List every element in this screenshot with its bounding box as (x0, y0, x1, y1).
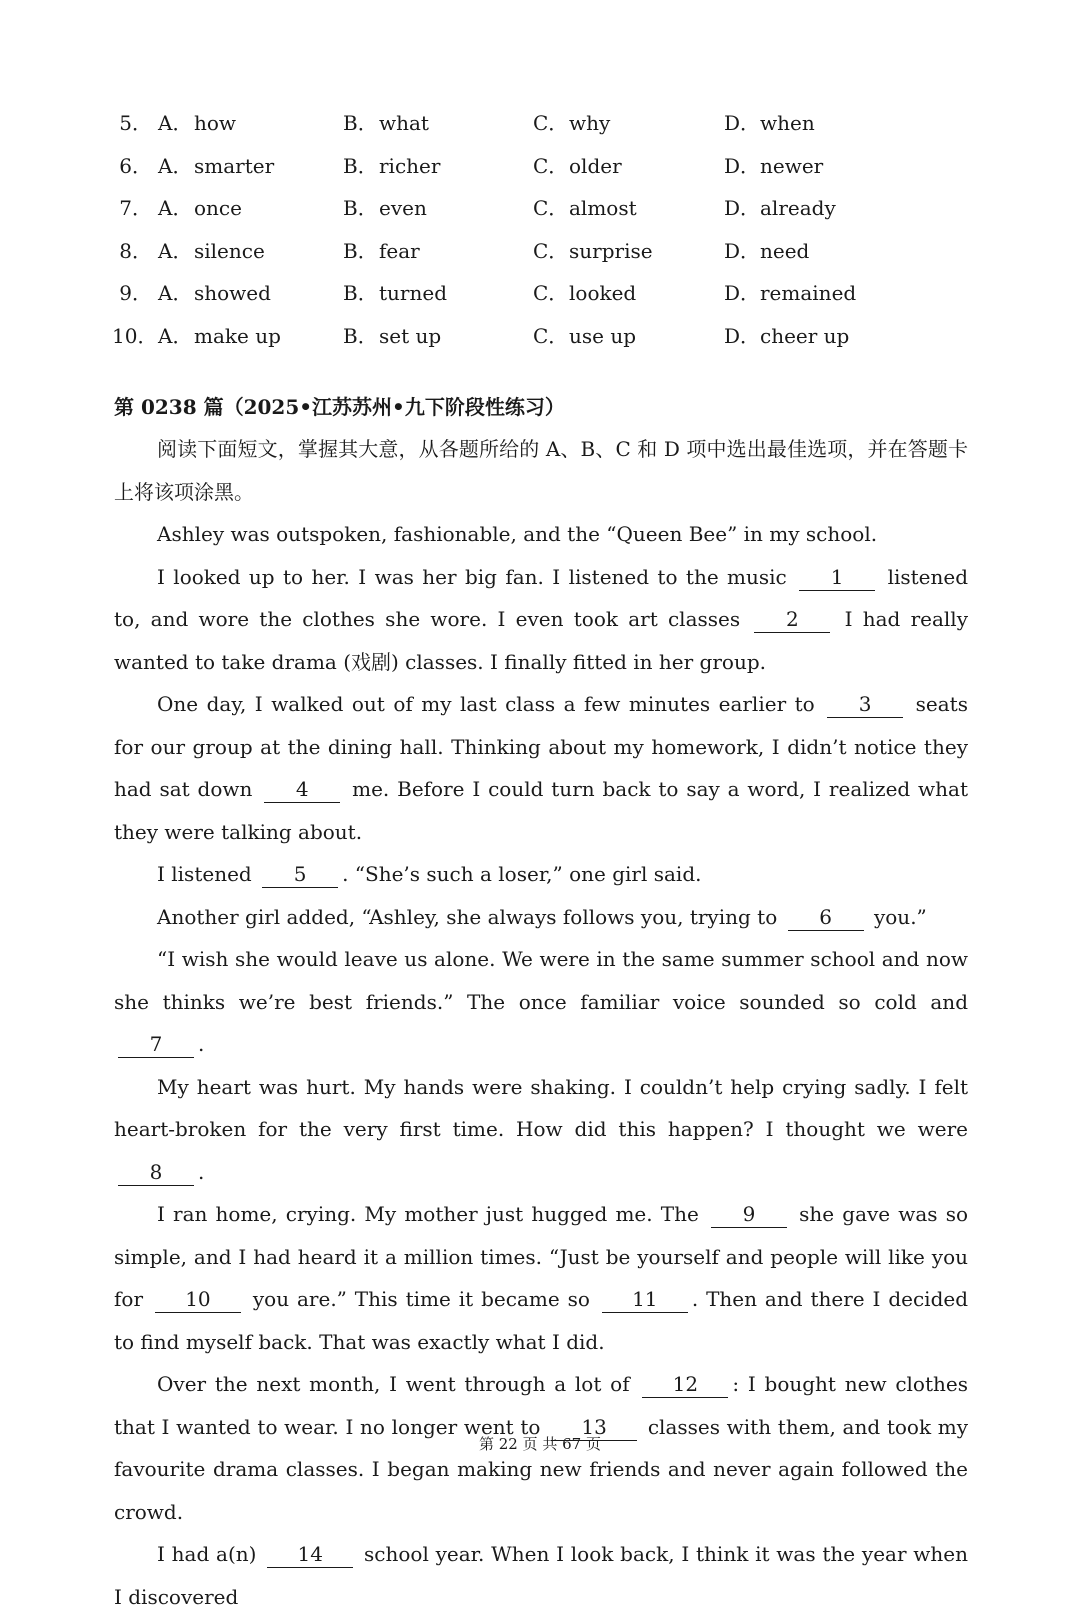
option-label: C． (533, 323, 569, 348)
option-text: what (379, 111, 429, 135)
question-number: 7． (119, 196, 152, 220)
option-row (0, 315, 1080, 358)
option-label: D． (724, 153, 761, 178)
question-number: 5． (119, 111, 152, 135)
option-c (533, 230, 653, 272)
option-label: A． (158, 323, 193, 348)
page-footer: 第 22 页 共 67 页 (478, 1435, 601, 1453)
option-row (0, 272, 1080, 315)
option-text: showed (194, 281, 271, 305)
option-d (724, 145, 823, 187)
passage-paragraph: “I wish she would leave us alone. We were in the same summer school and now she thinks we’re best friends.” The once familiar voice sounded so cold and 7 . (114, 947, 968, 1056)
option-text: turned (379, 281, 447, 305)
option-text: make up (194, 323, 281, 348)
option-row (0, 230, 1080, 273)
passage-paragraph: Another girl added, “Ashley, she always follows you, trying to 6 you.” (157, 904, 927, 929)
passage-paragraph: I looked up to her. I was her big fan. I listened to the music 1 listened to, and wore the clothes she wore. I even took art classes 2 I had really wanted to take drama (戏剧) classes. I finally fitted in her group. (114, 564, 969, 674)
option-text: when (760, 111, 815, 135)
passage-heading: 第 0238 篇（2025•江苏苏州•九下阶段性练习） (114, 395, 565, 419)
option-d (724, 272, 856, 314)
blank-6: 6 (788, 904, 864, 931)
option-row (0, 102, 1080, 145)
option-label: B． (343, 238, 378, 263)
option-b (343, 102, 429, 144)
option-label: A． (158, 153, 193, 178)
answer-options (0, 102, 1080, 357)
blank-8: 8 (118, 1159, 194, 1186)
option-label: D． (724, 238, 761, 263)
passage-paragraph: Ashley was outspoken, fashionable, and the “Queen Bee” in my school. (157, 522, 878, 546)
passage-paragraph: I ran home, crying. My mother just hugged me. The 9 she gave was so simple, and I had heard it a million times. “Just be yourself and people will like you for 10 you are.” This time it became so 11 . Then and there I decided to find myself back. That was exactly what I did. (114, 1202, 969, 1354)
option-c (533, 145, 622, 187)
option-text: why (569, 111, 611, 135)
option-text: smarter (194, 153, 275, 178)
option-a (158, 272, 271, 314)
option-text: richer (379, 153, 441, 178)
option-text: silence (194, 238, 265, 263)
option-label: B． (343, 281, 378, 305)
blank-13: 13 (551, 1414, 637, 1441)
option-label: A． (158, 196, 193, 220)
question-number: 9． (119, 281, 152, 305)
option-label: A． (158, 111, 193, 135)
blank-10: 10 (155, 1286, 241, 1313)
option-text: even (379, 196, 427, 220)
option-label: C． (533, 238, 569, 263)
question-number: 6． (119, 153, 152, 178)
option-a (158, 230, 265, 272)
passage-paragraph: One day, I walked out of my last class a few minutes earlier to 3 seats for our group at the dining hall. Thinking about my homework, I didn’t notice they had sat down 4 me. Before I could turn back to say a word, I realized what they were talking about. (114, 692, 969, 844)
option-d (724, 102, 815, 144)
option-label: D． (724, 196, 761, 220)
option-row (0, 145, 1080, 188)
option-row (0, 187, 1080, 230)
option-label: B． (343, 323, 378, 348)
blank-11: 11 (602, 1286, 688, 1313)
blank-2: 2 (754, 606, 830, 633)
option-b (343, 315, 441, 357)
blank-7: 7 (118, 1031, 194, 1058)
option-label: D． (724, 281, 761, 305)
blank-9: 9 (711, 1201, 787, 1228)
option-b (343, 187, 427, 229)
option-c (533, 315, 636, 357)
option-label: C． (533, 281, 569, 305)
blank-5: 5 (262, 861, 338, 888)
option-text: newer (760, 153, 824, 178)
option-label: C． (533, 111, 569, 135)
blank-12: 12 (642, 1371, 728, 1398)
option-label: A． (158, 281, 193, 305)
option-text: need (760, 238, 810, 263)
option-label: C． (533, 196, 569, 220)
question-number: 8． (119, 238, 152, 263)
option-text: set up (379, 323, 442, 348)
option-d (724, 315, 849, 357)
question-number: 10． (112, 323, 158, 348)
option-b (343, 145, 440, 187)
passage-paragraph: My heart was hurt. My hands were shaking. I couldn’t help crying sadly. I felt heart-broken for the very first time. How did this happen? I thought we were 8 . (114, 1074, 968, 1184)
option-d (724, 230, 809, 272)
option-label: D． (724, 323, 761, 348)
option-b (343, 272, 447, 314)
option-text: fear (379, 238, 420, 263)
option-label: B． (343, 111, 378, 135)
blank-3: 3 (827, 691, 903, 718)
option-text: use up (569, 323, 637, 348)
passage-paragraph: Over the next month, I went through a lot of 12 : I bought new clothes that I wanted to wear. I no longer went to 13 classes with them, and took my favourite drama classes. I began making new friends and never again followed the crowd. (114, 1372, 969, 1524)
blank-14: 14 (267, 1541, 353, 1568)
blank-1: 1 (799, 564, 875, 591)
passage-paragraph: I had a(n) 14 school year. When I look back, I think it was the year when I discovered (114, 1542, 969, 1609)
blank-4: 4 (264, 776, 340, 803)
option-label: C． (533, 153, 569, 178)
option-text: how (194, 111, 237, 135)
passage-paragraph: I listened 5 . “She’s such a loser,” one girl said. (157, 862, 702, 886)
option-text: almost (569, 196, 637, 220)
option-label: B． (343, 153, 378, 178)
option-text: surprise (569, 238, 653, 263)
option-d (724, 187, 836, 229)
option-c (533, 102, 610, 144)
option-b (343, 230, 420, 272)
option-a (158, 315, 281, 357)
option-a (158, 102, 236, 144)
instructions: 阅读下面短文，掌握其大意，从各题所给的 A、B、C 和 D 项中选出最佳选项，并在答题卡上将该项涂黑。 (114, 437, 968, 504)
option-text: looked (569, 281, 637, 305)
option-a (158, 145, 274, 187)
option-a (158, 187, 242, 229)
option-text: cheer up (760, 323, 850, 348)
option-label: B． (343, 196, 378, 220)
option-label: A． (158, 238, 193, 263)
option-text: once (194, 196, 242, 220)
option-text: remained (760, 281, 857, 305)
option-c (533, 187, 637, 229)
option-text: older (569, 153, 622, 178)
option-text: already (760, 196, 836, 220)
option-c (533, 272, 636, 314)
option-label: D． (724, 111, 761, 135)
